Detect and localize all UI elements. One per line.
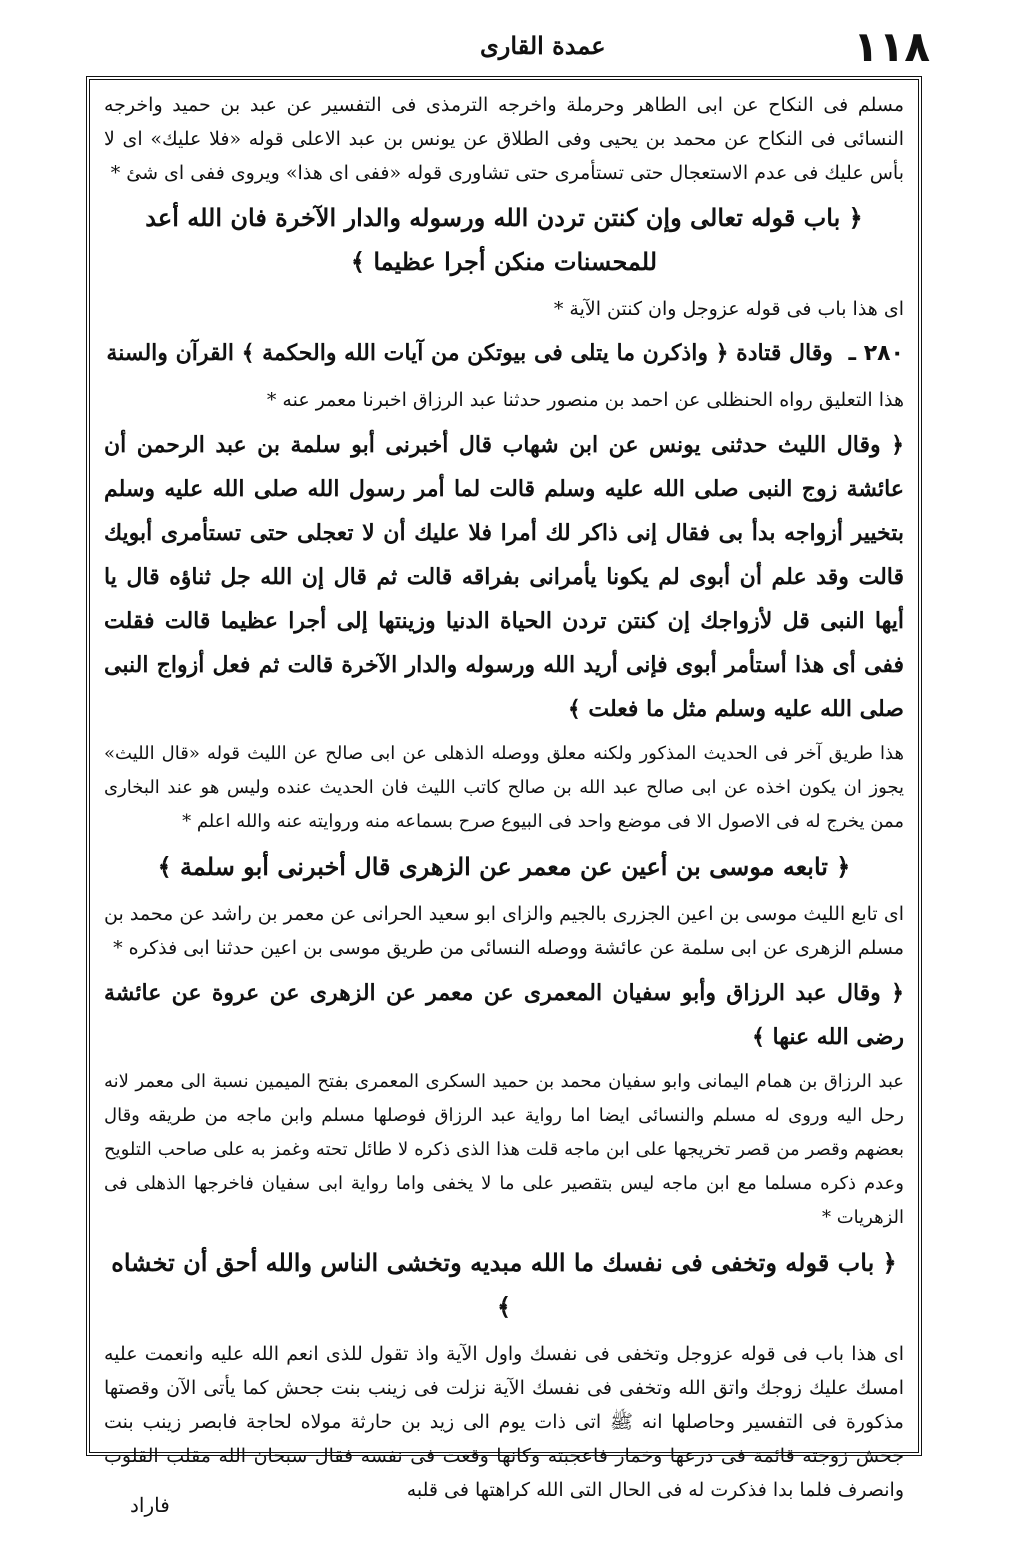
hadith-text: ﴿ وقال عبد الرزاق وأبو سفيان المعمرى عن معمر عن الزهرى عن عروة عن عائشة رضى الله عنها ﴾ bbox=[104, 980, 904, 1050]
page-number: ١١٨ bbox=[853, 22, 930, 71]
chapter-heading: ﴿ باب قوله تعالى وإن كنتن تردن الله ورسوله والدار الآخرة فان الله أعد للمحسنات منكن أجرا عظيما ﴾ bbox=[145, 203, 863, 276]
page-header bbox=[100, 22, 930, 72]
commentary: عبد الرزاق بن همام اليمانى وابو سفيان محمد بن حميد السكرى المعمرى بفتح الميمين نسبة الى معمر لانه رحل اليه وروى له مسلم والنسائى ايضا اما رواية عبد الرزاق فوصلها مسلم وابن ماجه من طريقه وقال بعضهم وقصر من قصر تخريجها على ابن ماجه قلت هذا الذى ذكره لا طائل تحته وغمز به على صاحب التلويح وعدم ذكره مسلما مع ابن ماجه ليس بتقصير على ما لا يخفى واما رواية ابى سفيان فاخرجها الذهلى فى الزهريات * bbox=[104, 1071, 904, 1228]
catchword: فاراد bbox=[130, 1493, 170, 1517]
paragraph: اى تابع الليث موسى بن اعين الجزرى بالجيم والزاى ابو سعيد الحرانى عن معمر بن راشد عن محمد بن مسلم الزهرى عن ابى سلمة عن عائشة ووصله النسائى من طريق موسى بن اعين حدثنا ابى فذكره * bbox=[104, 903, 904, 959]
page-body bbox=[104, 88, 904, 1501]
running-title: عمدة القارى bbox=[480, 31, 606, 60]
numbered-entry bbox=[104, 332, 904, 375]
paragraph: اى هذا باب فى قوله عزوجل وتخفى فى نفسك واول الآية واذ تقول للذى انعم الله عليه وانعمت عليه امسك عليك زوجك واتق الله وتخفى فى نفسك الآية نزلت فى زينب بنت جحش كما يأتى الآن وقصتها مذكورة فى التفسير وحاصلها انه ﷺ اتى ذات يوم الى زيد بن حارثة مولاه لحاجة فابصر زينب بنت جحش زوجته قائمة فى درعها وخمار فاعجبته وكانها وقعت فى نفسه فقال سبحان الله مقلب القلوب وانصرف فلما بدا فذكرت له فى الحال التى الله كراهتها فى قلبه bbox=[104, 1343, 904, 1501]
chapter-heading: ﴿ تابعه موسى بن أعين عن معمر عن الزهرى قال أخبرنى أبو سلمة ﴾ bbox=[157, 852, 851, 881]
paragraph: هذا التعليق رواه الحنظلى عن احمد بن منصور حدثنا عبد الرزاق اخبرنا معمر عنه * bbox=[266, 389, 904, 411]
entry-text: وقال قتادة ﴿ واذكرن ما يتلى فى بيوتكن من آيات الله والحكمة ﴾ القرآن والسنة bbox=[106, 340, 833, 366]
chapter-heading: ﴿ باب قوله وتخفى فى نفسك ما الله مبديه وتخشى الناس والله أحق أن تخشاه ﴾ bbox=[111, 1248, 897, 1321]
entry-number: ٢٨٠ ـ bbox=[848, 341, 904, 366]
hadith-text: ﴿ وقال الليث حدثنى يونس عن ابن شهاب قال أخبرنى أبو سلمة بن عبد الرحمن أن عائشة زوج النبى صلى الله عليه وسلم قالت لما أمر رسول الله صلى الله عليه وسلم بتخيير أزواجه بدأ بى فقال إنى ذاكر لك أمرا فلا عليك أن لا تعجلى حتى تستأمرى أبويك قالت وقد علم أن أبوى لم يكونا يأمرانى بفراقه قالت ثم قال إن الله جل ثناؤه قال يا أيها النبى قل لأزواجك إن كنتن تردن الحياة الدنيا وزينتها إلى أجرا عظيما قالت فقلت ففى أى هذا أستأمر أبوى فإنى أريد الله ورسوله والدار الآخرة قالت ثم فعل أزواج النبى صلى الله عليه وسلم مثل ما فعلت ﴾ bbox=[104, 432, 904, 722]
commentary: هذا طريق آخر فى الحديث المذكور ولكنه معلق ووصله الذهلى عن ابى صالح عن الليث قوله «قال الليث» يجوز ان يكون اخذه عن ابى صالح عبد الله بن صالح كاتب الليث فان الحديث عنده وليس هو عند البخارى ممن يخرج له فى الاصول الا فى موضع واحد فى البيوع صرح بسماعه منه وروايته عنه والله اعلم * bbox=[104, 743, 904, 832]
paragraph: مسلم فى النكاح عن ابى الطاهر وحرملة واخرجه الترمذى فى التفسير عن عبد بن حميد واخرجه النسائى فى النكاح عن محمد بن يحيى وفى الطلاق عن يونس بن عبد الاعلى قوله «فلا عليك» اى لا بأس عليك فى عدم الاستعجال حتى تستأمرى حتى تشاورى قوله «ففى اى هذا» ويروى ففى اى شئ * bbox=[104, 94, 904, 184]
paragraph: اى هذا باب فى قوله عزوجل وان كنتن الآية * bbox=[553, 298, 904, 320]
